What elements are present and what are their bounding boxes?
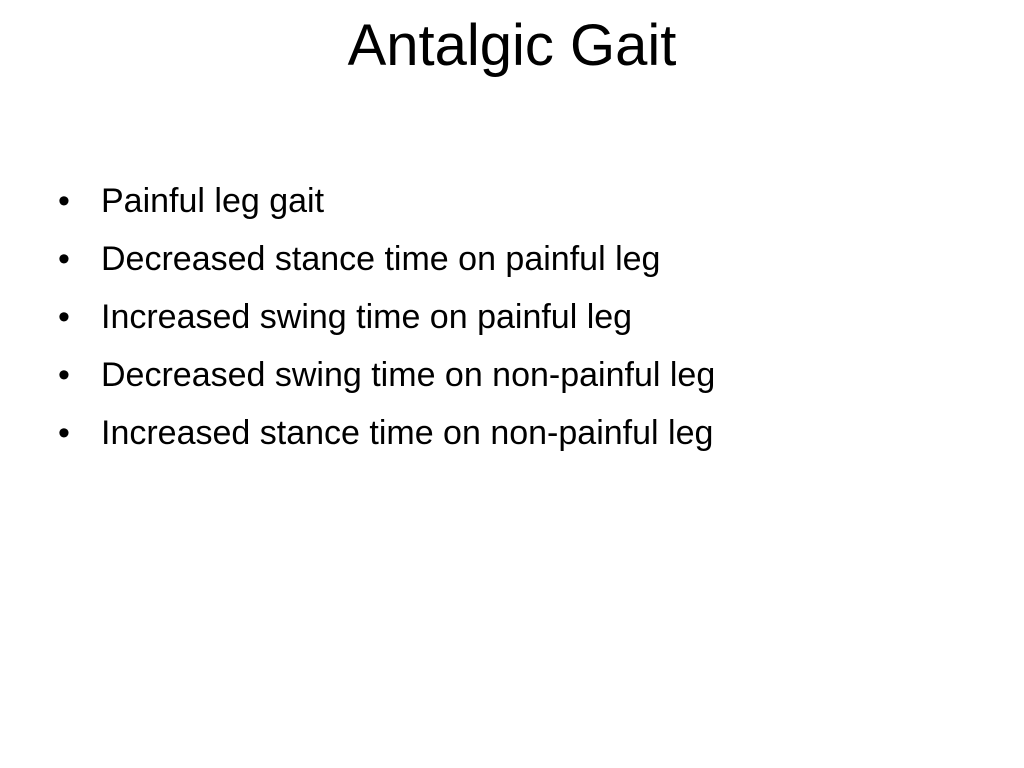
bullet-text: Increased swing time on painful leg — [101, 298, 633, 336]
bullet-item — [58, 172, 978, 230]
bullet-item — [58, 346, 978, 404]
bullet-text: Increased stance time on non-painful leg — [101, 414, 714, 452]
bullet-text: Decreased stance time on painful leg — [101, 240, 661, 278]
bullet-item — [58, 404, 978, 462]
bullet-item — [58, 288, 978, 346]
bullet-marker: • — [58, 182, 70, 220]
bullet-list — [58, 172, 978, 462]
bullet-marker: • — [58, 298, 70, 336]
bullet-marker: • — [58, 356, 70, 394]
bullet-text: Painful leg gait — [101, 182, 325, 220]
bullet-marker: • — [58, 414, 70, 452]
bullet-text: Decreased swing time on non-painful leg — [101, 356, 716, 394]
bullet-marker: • — [58, 240, 70, 278]
bullet-item — [58, 230, 978, 288]
slide-title: Antalgic Gait — [347, 13, 677, 78]
